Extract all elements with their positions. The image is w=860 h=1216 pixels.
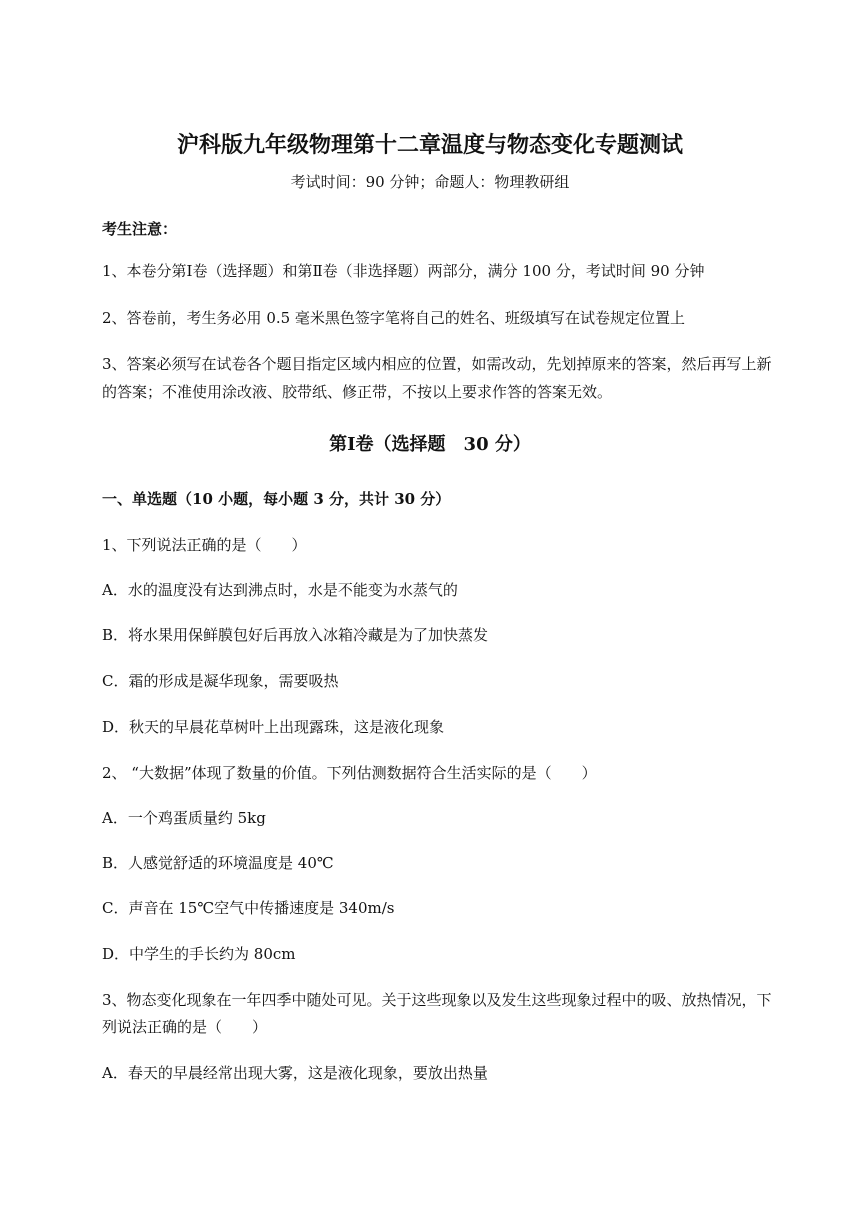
question-stem-continued: 列说法正确的是（ ） [102,1018,268,1036]
question-stem: 1、下列说法正确的是（ ） [102,536,307,554]
notice-item: 1、本卷分第Ⅰ卷（选择题）和第Ⅱ卷（非选择题）两部分，满分 100 分，考试时间 90 分钟 [102,262,705,280]
question-option: A．水的温度没有达到沸点时，水是不能变为水蒸气的 [102,581,458,599]
part-heading: 一、单选题（10 小题，每小题 3 分，共计 30 分） [102,490,451,508]
question-option: D．秋天的早晨花草树叶上出现露珠，这是液化现象 [102,718,445,736]
question-stem: 2、 “大数据”体现了数量的价值。下列估测数据符合生活实际的是（ ） [102,764,597,782]
notice-item: 2、答卷前，考生务必用 0.5 毫米黑色签字笔将自己的姓名、班级填写在试卷规定位置上 [102,309,685,327]
notice-heading: 考生注意： [102,220,178,238]
question-stem: 3、物态变化现象在一年四季中随处可见。关于这些现象以及发生这些现象过程中的吸、放热情况，下 [102,991,772,1009]
section-title: 第Ⅰ卷（选择题 30 分） [329,434,531,455]
question-option: A．一个鸡蛋质量约 5kg [102,809,266,827]
notice-item-continued: 的答案；不准使用涂改液、胶带纸、修正带，不按以上要求作答的答案无效。 [102,383,613,401]
question-option: C．霜的形成是凝华现象，需要吸热 [102,672,339,690]
question-option: B．人感觉舒适的环境温度是 40℃ [102,854,334,872]
page-title: 沪科版九年级物理第十二章温度与物态变化专题测试 [176,132,683,158]
question-option: C．声音在 15℃空气中传播速度是 340m/s [102,899,395,917]
question-option: B．将水果用保鲜膜包好后再放入冰箱冷藏是为了加快蒸发 [102,626,489,644]
notice-item: 3、答案必须写在试卷各个题目指定区域内相应的位置，如需改动，先划掉原来的答案，然后再写上新 [102,355,772,373]
question-option: A．春天的早晨经常出现大雾，这是液化现象，要放出热量 [102,1064,488,1082]
question-option: D．中学生的手长约为 80cm [102,945,296,963]
exam-info: 考试时间：90 分钟；命题人：物理教研组 [290,173,570,191]
